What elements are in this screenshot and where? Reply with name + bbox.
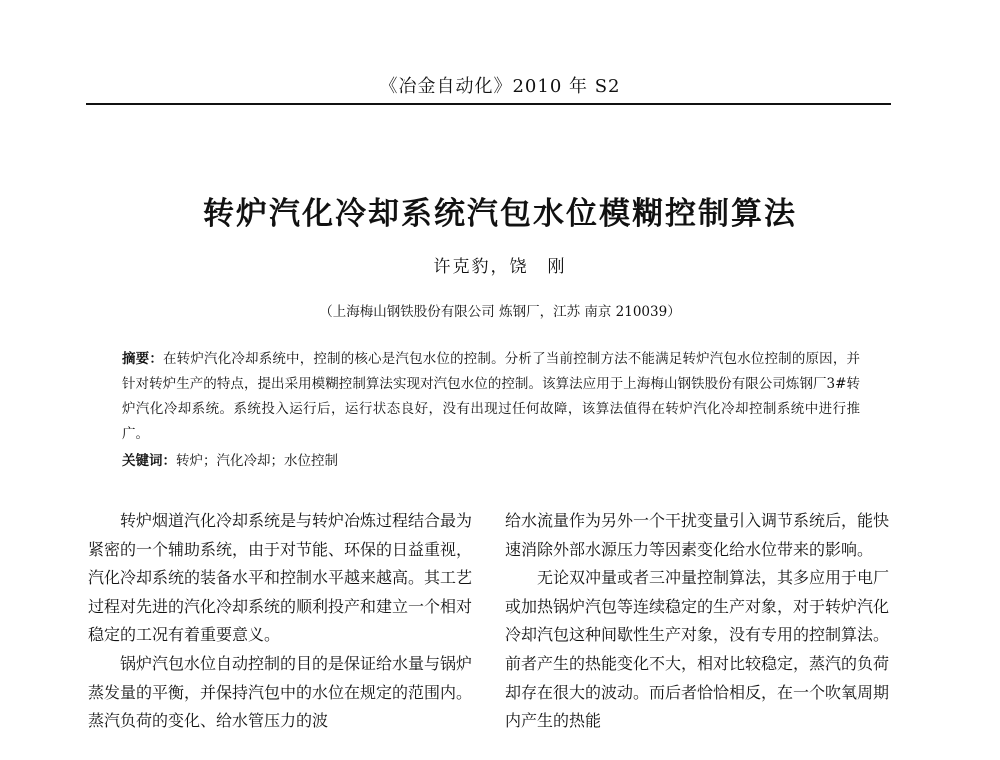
body-paragraph-continuation: 给水流量作为另外一个干扰变量引入调节系统后，能快速消除外部水源压力等因素变化给水位带来的影响。 [505,511,890,559]
keywords [122,449,860,474]
body-right-column [505,507,889,736]
keywords-label: 关键词： [122,453,176,469]
header-rule [86,103,891,105]
keywords-text: 转炉；汽化冷却；水位控制 [176,453,338,469]
body-paragraph: 无论双冲量或者三冲量控制算法，其多应用于电厂或加热锅炉汽包等连续稳定的生产对象，对于转炉汽化冷却汽包这种间歇性生产对象，没有专用的控制算法。前者产生的热能变化不大，相对比较稳定，蒸汽的负荷却存在很大的波动。而后者恰恰相反，在一个吹氧周期内产生的热能 [505,568,890,731]
running-head: 《冶金自动化》2010 年 S2 [379,76,621,97]
affiliation: （上海梅山钢铁股份有限公司 炼钢厂，江苏 南京 210039） [319,304,681,320]
body-paragraph: 锅炉汽包水位自动控制的目的是保证给水量与锅炉蒸发量的平衡，并保持汽包中的水位在规定的范围内。蒸汽负荷的变化、给水管压力的波 [88,653,473,731]
body-paragraph: 转炉烟道汽化冷却系统是与转炉冶炼过程结合最为紧密的一个辅助系统，由于对节能、环保的日益重视，汽化冷却系统的装备水平和控制水平越来越高。其工艺过程对先进的汽化冷却系统的顺利投产和建立一个相对稳定的工况有着重要意义。 [88,511,473,645]
abstract-text: 在转炉汽化冷却系统中，控制的核心是汽包水位的控制。分析了当前控制方法不能满足转炉汽包水位控制的原因，并针对转炉生产的特点，提出采用模糊控制算法实现对汽包水位的控制。该算法应用于上海梅山钢铁股份有限公司炼钢厂3#转炉汽化冷却系统。系统投入运行后，运行状态良好，没有出现过任何故障，该算法值得在转炉汽化冷却控制系统中进行推广。 [122,351,861,442]
abstract [122,347,860,447]
body-left-column [88,507,472,736]
abstract-label: 摘要： [122,351,164,367]
authors: 许克豹，饶 刚 [433,257,567,277]
paper-title: 转炉汽化冷却系统汽包水位模糊控制算法 [203,196,797,232]
